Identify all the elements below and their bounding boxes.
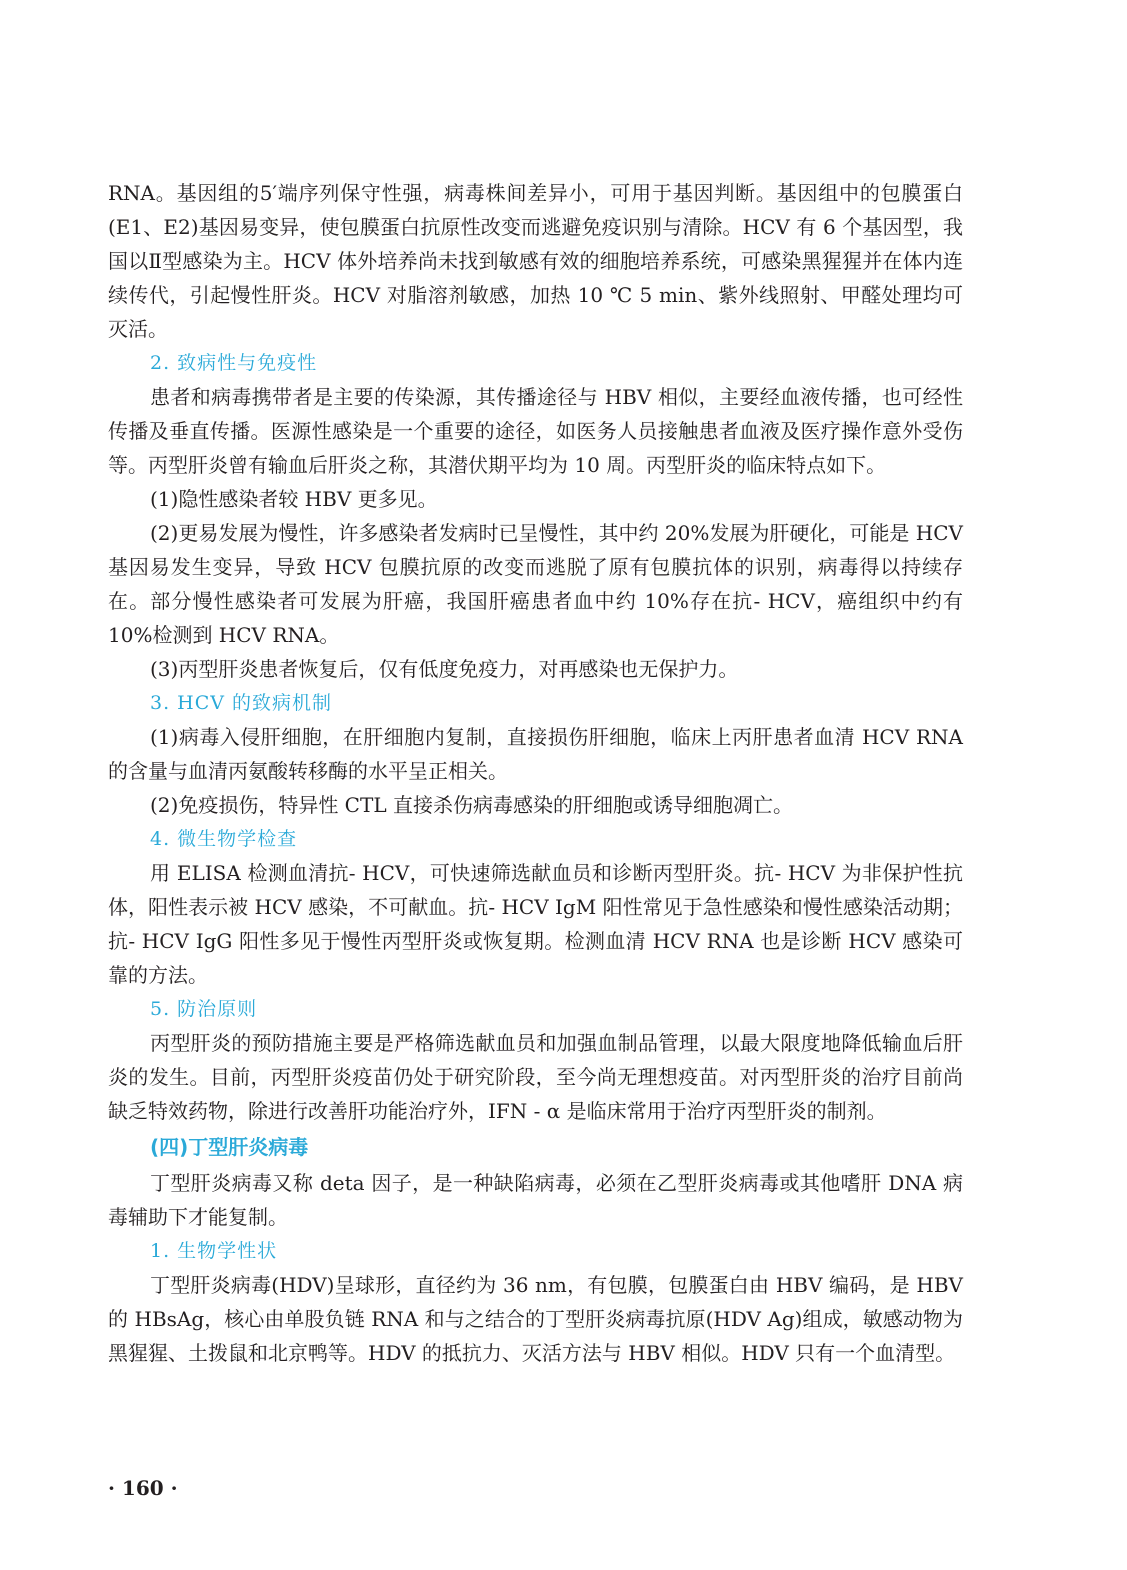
- page-content: [108, 176, 963, 1370]
- subheading-biological-properties: 1. 生物学性状: [150, 1240, 278, 1262]
- subheading-microbiological-exam: 4. 微生物学检查: [150, 828, 298, 850]
- section-heading-hdv: (四)丁型肝炎病毒: [150, 1135, 309, 1159]
- paragraph-hcv-genome: RNA。基因组的5′端序列保守性强，病毒株间差异小，可用于基因判断。基因组中的包膜蛋白(E1、E2)基因易变异，使包膜蛋白抗原性改变而逃避免疫识别与清除。HCV 有 6 个基因型，我国以Ⅱ型感染为主。HCV 体外培养尚未找到敏感有效的细胞培养系统，可感染黑猩猩并在体内连续传代，引起慢性肝炎。HCV 对脂溶剂敏感，加热 10 ℃ 5 min、紫外线照射、甲醛处理均可灭活。: [108, 181, 963, 341]
- paragraph-transmission: 患者和病毒携带者是主要的传染源，其传播途径与 HBV 相似，主要经血液传播，也可经性传播及垂直传播。医源性感染是一个重要的途径，如医务人员接触患者血液及医疗操作意外受伤等。丙型肝炎曾有输血后肝炎之称，其潜伏期平均为 10 周。丙型肝炎的临床特点如下。: [108, 385, 963, 477]
- subheading-pathogenic-mechanism: 3. HCV 的致病机制: [150, 692, 333, 714]
- paragraph-hdv-intro: 丁型肝炎病毒又称 deta 因子，是一种缺陷病毒，必须在乙型肝炎病毒或其他嗜肝 DNA 病毒辅助下才能复制。: [108, 1171, 963, 1229]
- paragraph-prevention: 丙型肝炎的预防措施主要是严格筛选献血员和加强血制品管理，以最大限度地降低输血后肝炎的发生。目前，丙型肝炎疫苗仍处于研究阶段，至今尚无理想疫苗。对丙型肝炎的治疗目前尚缺乏特效药物，除进行改善肝功能治疗外，IFN - α 是临床常用于治疗丙型肝炎的制剂。: [108, 1031, 963, 1123]
- page-number: · 160 ·: [108, 1476, 178, 1500]
- subheading-prevention-treatment: 5. 防治原则: [150, 998, 258, 1020]
- paragraph-hdv-properties: 丁型肝炎病毒(HDV)呈球形，直径约为 36 nm，有包膜，包膜蛋白由 HBV 编码，是 HBV 的 HBsAg，核心由单股负链 RNA 和与之结合的丁型肝炎病毒抗原(HDV Ag)组成，敏感动物为黑猩猩、土拨鼠和北京鸭等。HDV 的抵抗力、灭活方法与 HBV 相似。HDV 只有一个血清型。: [108, 1273, 963, 1365]
- paragraph-item-2: (2)更易发展为慢性，许多感染者发病时已呈慢性，其中约 20%发展为肝硬化，可能是 HCV 基因易发生变异，导致 HCV 包膜抗原的改变而逃脱了原有包膜抗体的识别，病毒得以持续存在。部分慢性感染者可发展为肝癌，我国肝癌患者血中约 10%存在抗- HCV，癌组织中约有 10%检测到 HCV RNA。: [108, 521, 963, 647]
- paragraph-item-3: (3)丙型肝炎患者恢复后，仅有低度免疫力，对再感染也无保护力。: [150, 657, 739, 681]
- paragraph-elisa: 用 ELISA 检测血清抗- HCV，可快速筛选献血员和诊断丙型肝炎。抗- HCV 为非保护性抗体，阳性表示被 HCV 感染，不可献血。抗- HCV IgM 阳性常见于急性感染和慢性感染活动期；抗- HCV IgG 阳性多见于慢性丙型肝炎或恢复期。检测血清 HCV RNA 也是诊断 HCV 感染可靠的方法。: [108, 861, 963, 987]
- paragraph-mechanism-2: (2)免疫损伤，特异性 CTL 直接杀伤病毒感染的肝细胞或诱导细胞凋亡。: [150, 793, 793, 817]
- subheading-pathogenicity-immunity: 2. 致病性与免疫性: [150, 352, 318, 374]
- paragraph-item-1: (1)隐性感染者较 HBV 更多见。: [150, 487, 438, 511]
- paragraph-mechanism-1: (1)病毒入侵肝细胞，在肝细胞内复制，直接损伤肝细胞，临床上丙肝患者血清 HCV RNA 的含量与血清丙氨酸转移酶的水平呈正相关。: [108, 725, 963, 783]
